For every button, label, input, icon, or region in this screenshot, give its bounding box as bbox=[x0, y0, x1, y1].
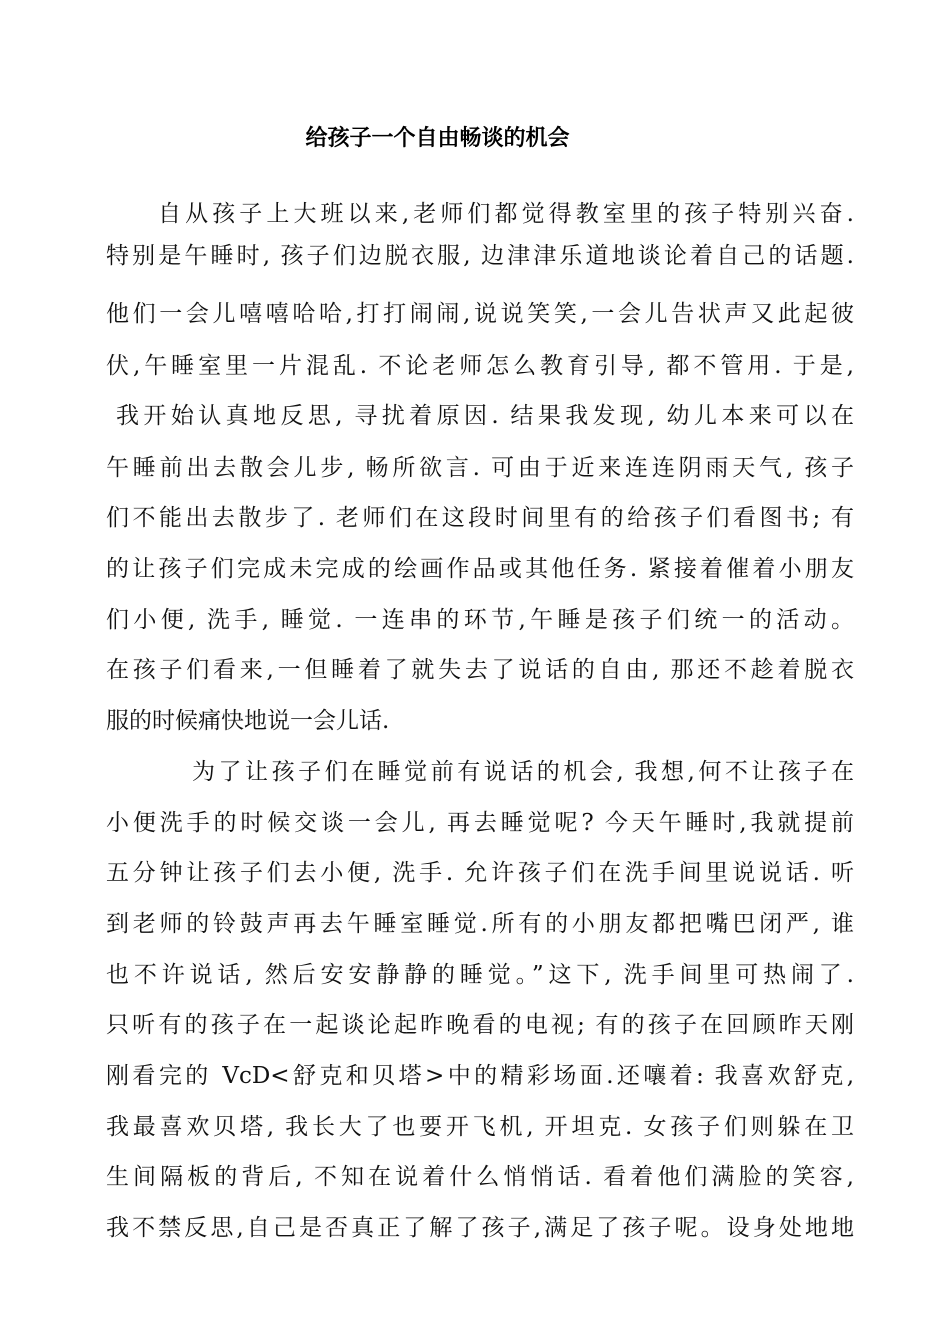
paragraph-1-line-9: 们小便, 洗手, 睡觉. 一连串的环节,午睡是孩子们统一的活动。 bbox=[106, 607, 854, 633]
paragraph-2-line-2: 小便洗手的时候交谈一会儿, 再去睡觉呢? 今天午睡时,我就提前 bbox=[106, 810, 854, 836]
paragraph-2-line-9: 生间隔板的背后, 不知在说着什么悄悄话. 看着他们满脸的笑容, bbox=[106, 1164, 854, 1190]
paragraph-1-line-1: 自从孩子上大班以来,老师们都觉得教室里的孩子特别兴奋. bbox=[158, 201, 854, 227]
paragraph-1-line-10: 在孩子们看来,一但睡着了就失去了说话的自由, 那还不趁着脱衣 bbox=[106, 657, 854, 683]
paragraph-2-line-8: 我最喜欢贝塔, 我长大了也要开飞机, 开坦克. 女孩子们则躲在卫 bbox=[106, 1114, 854, 1140]
paragraph-1-line-7: 们不能出去散步了. 老师们在这段时间里有的给孩子们看图书; 有 bbox=[106, 505, 854, 531]
paragraph-1-line-5: 我开始认真地反思, 寻扰着原因. 结果我发现, 幼儿本来可以在 bbox=[116, 403, 854, 429]
paragraph-2-line-7: 刚看完的 VcD<舒克和贝塔>中的精彩场面.还嚷着: 我喜欢舒克, bbox=[106, 1063, 854, 1089]
paragraph-1-line-4: 伏,午睡室里一片混乱. 不论老师怎么教育引导, 都不管用. 于是, bbox=[106, 353, 854, 379]
paragraph-1-line-2: 特别是午睡时, 孩子们边脱衣服, 边津津乐道地谈论着自己的话题. bbox=[106, 243, 854, 269]
paragraph-2-line-4: 到老师的铃鼓声再去午睡室睡觉.所有的小朋友都把嘴巴闭严, 谁 bbox=[106, 911, 854, 937]
paragraph-2-line-6: 只听有的孩子在一起谈论起昨晚看的电视; 有的孩子在回顾昨天刚 bbox=[106, 1012, 854, 1038]
paragraph-2-line-3: 五分钟让孩子们去小便, 洗手. 允许孩子们在洗手间里说说话. 听 bbox=[106, 860, 854, 886]
paragraph-2-line-10: 我不禁反思,自己是否真正了解了孩子,满足了孩子呢。设身处地地 bbox=[106, 1215, 854, 1241]
paragraph-1-line-6: 午睡前出去散会儿步, 畅所欲言. 可由于近来连连阴雨天气, 孩子 bbox=[106, 455, 854, 481]
document-title: 给孩子一个自由畅谈的机会 bbox=[305, 126, 570, 151]
paragraph-1-line-3: 他们一会儿嘻嘻哈哈,打打闹闹,说说笑笑,一会儿告状声又此起彼 bbox=[106, 301, 854, 327]
paragraph-2-line-1: 为了让孩子们在睡觉前有说话的机会, 我想,何不让孩子在 bbox=[192, 759, 854, 785]
paragraph-2-line-5: 也不许说话, 然后安安静静的睡觉。”这下, 洗手间里可热闹了. bbox=[106, 962, 854, 988]
paragraph-1-line-11: 服的时候痛快地说一会儿话. bbox=[106, 708, 390, 734]
paragraph-1-line-8: 的让孩子们完成未完成的绘画作品或其他任务. 紧接着催着小朋友 bbox=[106, 556, 854, 582]
